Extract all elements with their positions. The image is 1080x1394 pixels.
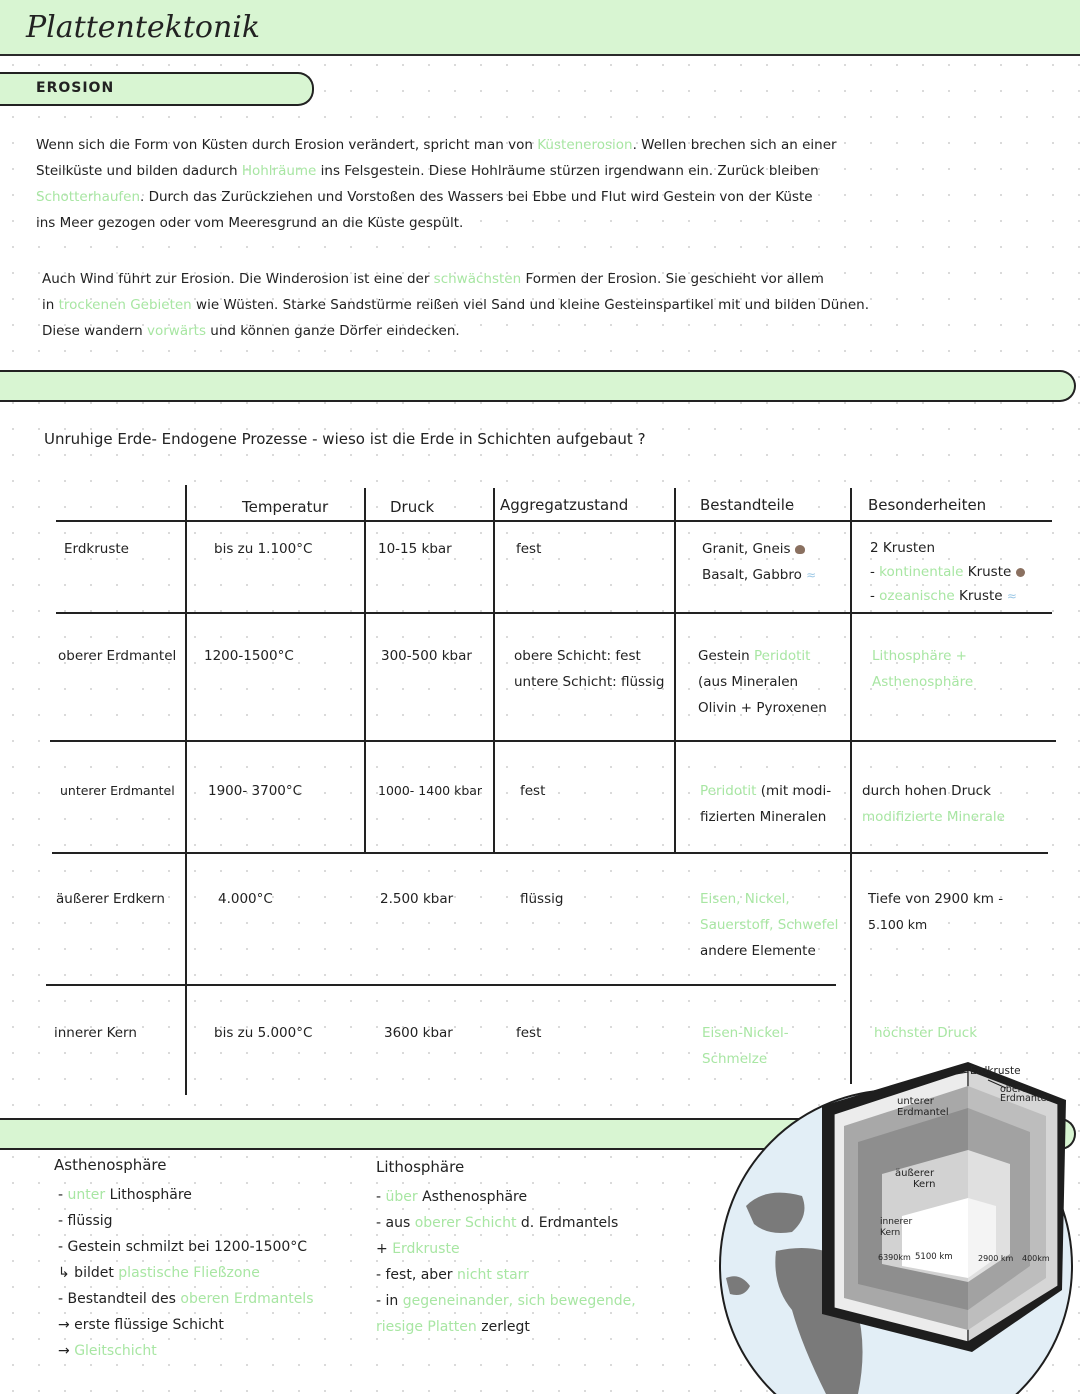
lithosphaere-list (376, 1184, 636, 1340)
p2-line: in trockenen Gebieten wie Wüsten. Starke Sandstürme reißen viel Sand und kleine Gesteinspartikel mit und bilden Dünen. (42, 297, 869, 313)
list-item: riesige Platten zerlegt (376, 1319, 530, 1335)
table-column-divider (850, 488, 852, 1084)
cell-zustand: flüssig (520, 891, 564, 907)
ocean-wave-icon: ≈ (1006, 589, 1017, 603)
table-row-divider (46, 984, 836, 986)
ocean-wave-icon: ≈ (806, 568, 817, 582)
col-header-temperatur: Temperatur (242, 498, 329, 516)
table-row-label: innerer Kern (54, 1025, 137, 1041)
cell-temperatur: 1900- 3700°C (208, 783, 303, 799)
granite-rock-icon (795, 545, 805, 554)
p1-line: ins Meer gezogen oder vom Meeresgrund an die Küste gespült. (36, 215, 464, 231)
col-header-druck: Druck (390, 498, 435, 516)
cell-druck: 1000- 1400 kbar (378, 783, 483, 798)
cell-zustand: obere Schicht: fest untere Schicht: flüssig (514, 648, 665, 690)
list-item: → Gleitschicht (58, 1343, 157, 1359)
list-item: - unter Lithosphäre (58, 1187, 192, 1203)
table-row-label: Erdkruste (64, 541, 129, 557)
table-row-divider (50, 740, 1056, 742)
cell-zustand: fest (516, 541, 542, 557)
table-column-divider (493, 488, 495, 852)
list-item: - aus oberer Schicht d. Erdmantels (376, 1215, 619, 1231)
cell-bestandteile: Gestein Peridotit (aus Mineralen Olivin + Pyroxenen (698, 648, 827, 716)
p1-line: Schotterhaufen. Durch das Zurückziehen und Vorstoßen des Wassers bei Ebbe und Flut wird Gestein von der Küste (36, 189, 813, 205)
diagram-label-aeusserer-kern: äußerer Kern (895, 1168, 936, 1190)
table-row-divider (56, 612, 1052, 614)
cell-bestandteile: Eisen-Nickel- Schmelze (702, 1025, 789, 1067)
cell-bestandteile: Peridotit (mit modi- fizierten Mineralen (700, 783, 832, 825)
cell-temperatur: 1200-1500°C (204, 648, 294, 664)
cell-zustand: fest (520, 783, 546, 799)
diagram-label-unterer-erdmantel: unterer Erdmantel (897, 1096, 949, 1118)
cell-temperatur: bis zu 1.100°C (214, 541, 313, 557)
p2-line: Diese wandern vorwärts und können ganze Dörfer eindecken. (42, 323, 460, 339)
cell-besonderheiten: 2 Krusten - kontinentale Kruste - ozeanische Kruste ≈ (870, 536, 1025, 608)
list-item: - in gegeneinander, sich bewegende, (376, 1293, 636, 1309)
table-column-divider (674, 488, 676, 852)
p1-line: Wenn sich die Form von Küsten durch Erosion verändert, spricht man von Küstenerosion. Wellen brechen sich an einer (36, 137, 837, 153)
lithosphaere-title: Lithosphäre (376, 1158, 465, 1176)
cell-besonderheiten: durch hohen Druck modifizierte Minerale (862, 783, 1005, 825)
cell-druck: 3600 kbar (384, 1025, 453, 1041)
header-underline (0, 54, 1080, 56)
asthenosphaere-list (58, 1182, 314, 1364)
list-item: - Bestandteil des oberen Erdmantels (58, 1291, 314, 1307)
cell-druck: 300-500 kbar (381, 648, 472, 664)
asthenosphaere-title: Asthenosphäre (54, 1156, 167, 1174)
cell-besonderheiten: höchster Druck (874, 1025, 978, 1041)
table-column-divider (185, 485, 187, 1095)
list-item: + Erdkruste (376, 1241, 460, 1257)
cell-druck: 10-15 kbar (378, 541, 452, 557)
list-item: - Gestein schmilzt bei 1200-1500°C (58, 1239, 308, 1255)
section-divider (0, 370, 1076, 402)
page-title: Plattentektonik (26, 10, 261, 45)
list-item: ↳ bildet plastische Fließzone (58, 1265, 260, 1281)
diagram-label-oberer-erdmantel: oberer Erdmantel (1000, 1084, 1050, 1104)
diagram-depth-2900: 2900 km (978, 1254, 1014, 1263)
col-header-bestandteile: Bestandteile (700, 496, 795, 514)
list-item: - über Asthenosphäre (376, 1189, 528, 1205)
cell-temperatur: 4.000°C (218, 891, 273, 907)
cell-bestandteile: Eisen, Nickel, Sauerstoff, Schwefel andere Elemente (700, 891, 839, 959)
cell-bestandteile: Granit, Gneis Basalt, Gabbro ≈ (702, 541, 817, 583)
list-item: - flüssig (58, 1213, 113, 1229)
cell-besonderheiten: Tiefe von 2900 km - 5.100 km (868, 891, 1004, 932)
diagram-depth-400: 400km (1022, 1254, 1050, 1263)
section-question: Unruhige Erde- Endogene Prozesse - wieso ist die Erde in Schichten aufgebaut ? (44, 430, 646, 448)
diagram-depth-5100: 5100 km (915, 1252, 953, 1262)
erosion-paragraph-1 (36, 132, 1046, 236)
col-header-aggregatzustand: Aggregatzustand (500, 496, 629, 514)
diagram-label-erdkruste: Erdkruste (970, 1065, 1021, 1077)
p2-line: Auch Wind führt zur Erosion. Die Winderosion ist eine der schwächsten Formen der Erosion. Sie geschieht vor allem (42, 271, 824, 287)
continent-rock-icon (1016, 568, 1025, 577)
cell-druck: 2.500 kbar (380, 891, 454, 907)
table-row-label: oberer Erdmantel (58, 648, 177, 664)
diagram-depth-6390: 6390km (878, 1253, 911, 1262)
table-column-divider (364, 488, 366, 852)
erosion-heading: EROSION (36, 80, 115, 96)
cell-temperatur: bis zu 5.000°C (214, 1025, 313, 1041)
list-item: → erste flüssige Schicht (58, 1317, 224, 1333)
table-row-label: unterer Erdmantel (60, 783, 175, 798)
list-item: - fest, aber nicht starr (376, 1267, 529, 1283)
cell-zustand: fest (516, 1025, 542, 1041)
table-row-label: äußerer Erdkern (56, 891, 165, 907)
col-header-besonderheiten: Besonderheiten (868, 496, 987, 514)
table-row-divider (56, 520, 1052, 522)
table-row-divider (52, 852, 1048, 854)
erosion-paragraph-2 (42, 266, 1052, 344)
cell-besonderheiten: Lithosphäre + Asthenosphäre (872, 648, 974, 690)
p1-line: Steilküste und bilden dadurch Hohlräume ins Felsgestein. Diese Hohlräume stürzen irgendwann ein. Zurück bleiben (36, 163, 819, 179)
diagram-label-innerer-kern: innerer Kern (880, 1217, 913, 1238)
